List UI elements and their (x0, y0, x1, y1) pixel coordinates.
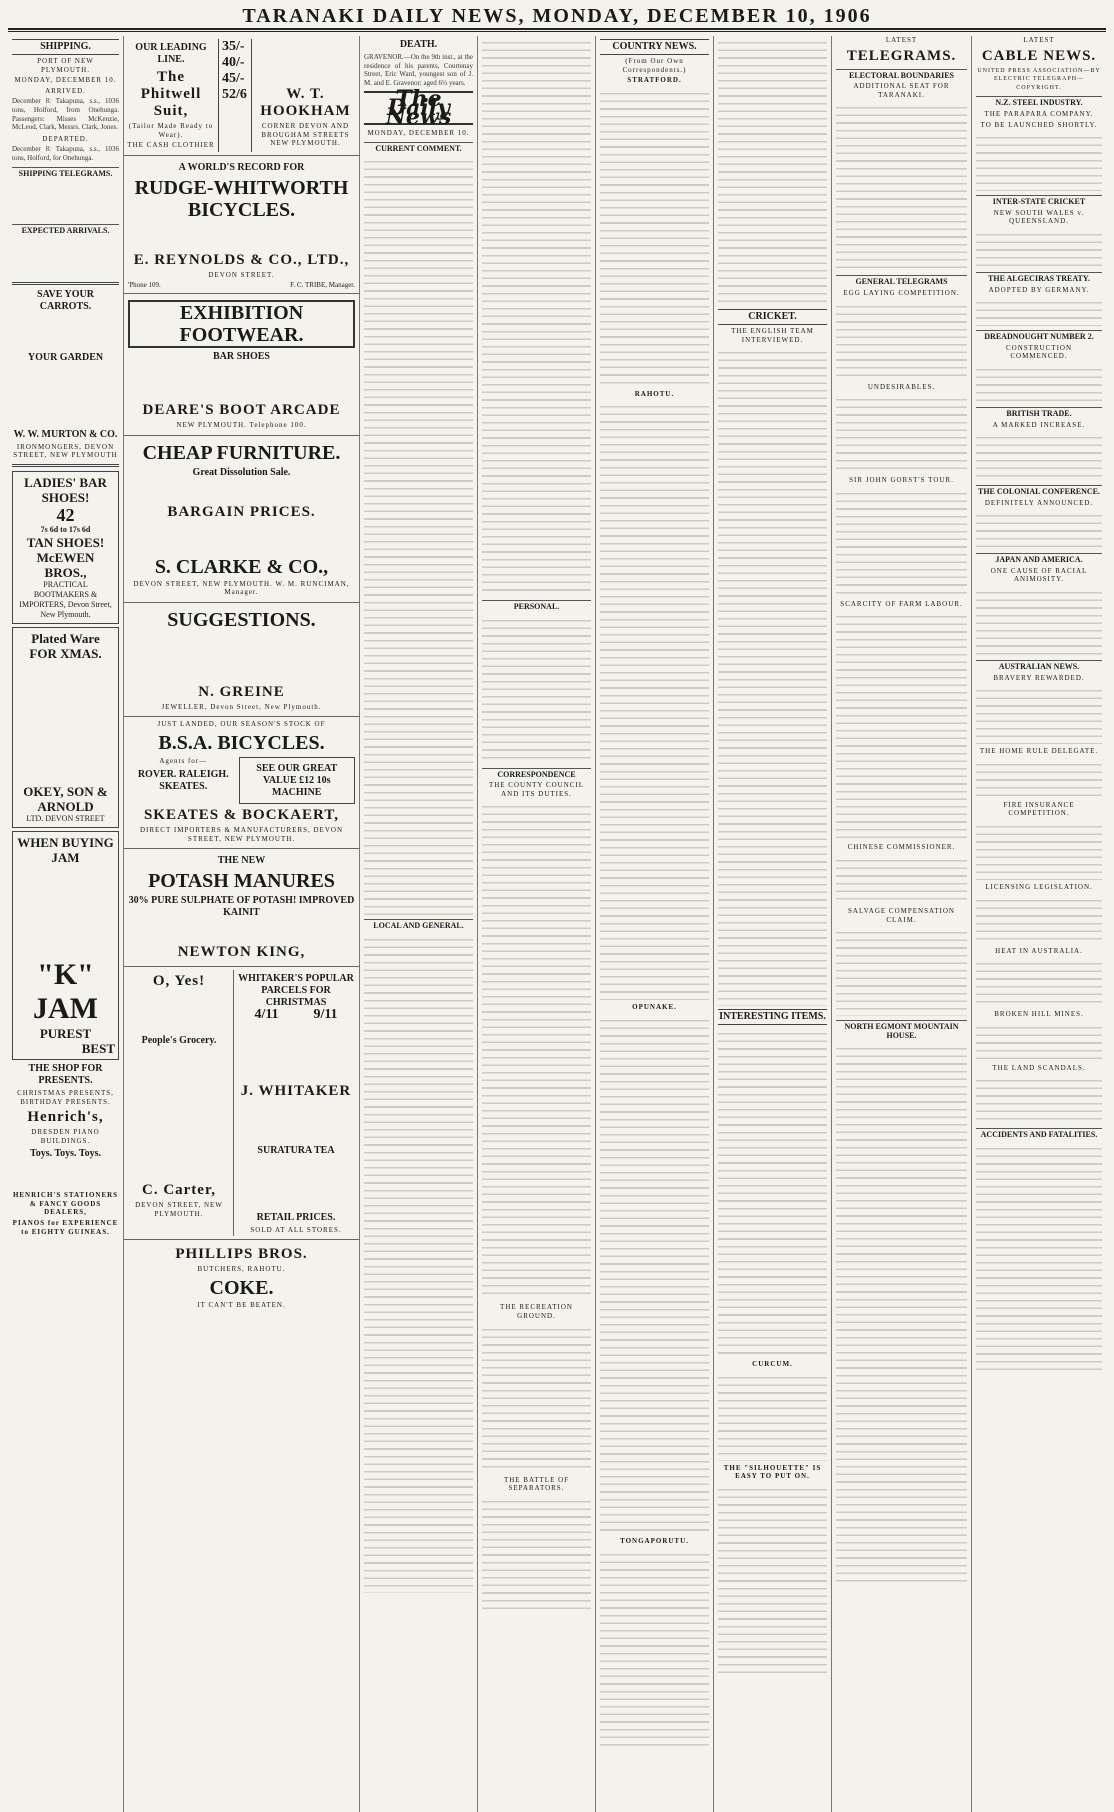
coke-heading: COKE. (209, 1276, 274, 1299)
your-garden-heading: YOUR GARDEN (27, 351, 104, 363)
recreation-body (482, 1323, 591, 1473)
skeates-name: SKEATES & BOCKAERT, (143, 806, 340, 823)
tongaporutu-body (600, 1548, 709, 1748)
curcum-body (718, 1371, 827, 1461)
electoral-body (836, 101, 967, 271)
suit-price: 45/- (222, 71, 245, 86)
egmont-heading: NORTH EGMONT MOUNTAIN HOUSE. (836, 1020, 967, 1040)
united-press: UNITED PRESS ASSOCIATION—BY ELECTRIC TELEGRAPH—COPYRIGHT. (977, 67, 1101, 91)
column-country-news (596, 36, 714, 1812)
whitaker-body (237, 1020, 355, 1080)
shipping-telegrams-heading: SHIPPING TELEGRAMS. (12, 167, 119, 179)
arrived-text: December 8: Takapuna, s.s., 1036 tons, Holford, from Onehunga. Passengers: Misses McKenzie, McLeod, Clark, Messrs. Clark, Jones. (12, 97, 119, 132)
home-rule-body (976, 758, 1102, 798)
british-trade-body (976, 431, 1102, 481)
masthead-rule (8, 28, 1106, 32)
broken-hill-heading: BROKEN HILL MINES. (994, 1010, 1084, 1019)
daily-news-logo: The Daily News (364, 91, 473, 125)
scarcity-heading: SCARCITY OF FARM LABOUR. (840, 599, 963, 608)
hookham-name: W. T. HOOKHAM (260, 86, 351, 119)
separators-heading: THE BATTLE OF SEPARATORS. (503, 1475, 570, 1493)
ladies-varieties-count: 42 (56, 504, 75, 525)
bsa-row (128, 757, 355, 804)
bicycle-makes: ROVER. RALEIGH. SKEATES. (137, 768, 229, 792)
recreation-ground-heading: THE RECREATION GROUND. (500, 1303, 573, 1320)
henrich-name: Henrich's, (27, 1109, 104, 1126)
tan-shoes-heading: TAN SHOES! (26, 534, 105, 550)
oyes-body (128, 992, 230, 1032)
death-heading: DEATH. (399, 39, 438, 50)
chinese-body (836, 854, 967, 904)
mcewen-name: McEWEN BROS., (36, 549, 95, 580)
rudge-body (128, 223, 355, 249)
broken-hill-body (976, 1021, 1102, 1061)
column-advertisements (124, 36, 360, 1812)
rudge-heading: RUDGE-WHITWORTH BICYCLES. (134, 176, 349, 221)
colonial-conference-heading: THE COLONIAL CONFERENCE. (977, 487, 1101, 497)
county-council-heading: THE COUNTY COUNCIL AND ITS DUTIES. (488, 781, 585, 798)
phillips-sub: BUTCHERS, RAHOTU. (197, 1265, 286, 1274)
garden-body (12, 366, 119, 426)
whitaker-footer (237, 1102, 355, 1142)
plated-ware-heading: Plated Ware FOR XMAS. (29, 630, 102, 661)
bargain-prices: BARGAIN PRICES. (167, 503, 316, 520)
k-jam-ad (12, 831, 119, 1060)
current-comment-heading: CURRENT COMMENT. (364, 142, 473, 154)
oyes-heading: O, Yes! (152, 973, 206, 990)
bsa-heading: B.S.A. BICYCLES. (158, 731, 325, 754)
the-new: THE NEW (217, 855, 266, 867)
latest-label: LATEST (1023, 36, 1055, 44)
purest-label: PUREST (39, 1025, 92, 1041)
dreadnought-body (976, 363, 1102, 403)
interesting-items-heading: INTERESTING ITEMS. (718, 1009, 827, 1025)
heat-body (976, 957, 1102, 1007)
dreadnought-heading: DREADNOUGHT NUMBER 2. (976, 330, 1102, 342)
colonial-body (976, 509, 1102, 549)
continued-body (718, 36, 827, 306)
deare-sub: NEW PLYMOUTH. Telephone 100. (176, 420, 307, 429)
licensing-heading: LICENSING LEGISLATION. (985, 883, 1093, 892)
personal-body (482, 614, 591, 764)
steel-body (976, 131, 1102, 191)
column-shipping (8, 36, 124, 1812)
toys-heading: Toys. Toys. Toys. (29, 1148, 102, 1160)
potash-heading: POTASH MANURES (148, 870, 335, 893)
just-landed: JUST LANDED, OUR SEASON'S STOCK OF (157, 720, 326, 729)
dissolution-sale: Great Dissolution Sale. (192, 466, 291, 478)
hookham-left (127, 39, 219, 152)
masthead: TARANAKI DAILY NEWS, MONDAY, DECEMBER 10, 1906 (242, 5, 872, 27)
best-label: BEST (81, 1040, 115, 1056)
egmont-body (836, 1042, 967, 1582)
adopted-heading: ADOPTED BY GERMANY. (988, 285, 1090, 294)
exhibition-heading: EXHIBITION FOOTWEAR. (128, 300, 355, 348)
shipping-telegrams-body (12, 180, 119, 220)
suratura-heading: SURATURA TEA (257, 1144, 335, 1156)
departed-label: DEPARTED. (42, 134, 89, 143)
clarke-sub: DEVON STREET, NEW PLYMOUTH. W. M. RUNCIMAN, Manager. (133, 579, 350, 597)
accidents-body (976, 1142, 1102, 1372)
cash-clothier: THE CASH CLOTHIER (127, 141, 215, 150)
machine-box (239, 757, 356, 804)
sold-at-stores: SOLD AT ALL STORES. (250, 1225, 342, 1234)
british-trade-heading: BRITISH TRADE. (976, 407, 1102, 419)
peoples-grocery: People's Grocery. (141, 1035, 217, 1047)
chinese-heading: CHINESE COMMISSIONER. (847, 843, 956, 852)
cricket-heading: CRICKET. (718, 309, 827, 325)
racial-heading: ONE CAUSE OF RACIAL ANIMOSITY. (990, 566, 1088, 584)
accidents-heading: ACCIDENTS AND FATALITIES. (976, 1128, 1102, 1140)
potash-sub: 30% PURE SULPHATE OF POTASH! IMPROVED KAINIT (128, 895, 355, 919)
shipping-date: MONDAY, DECEMBER 10. (14, 76, 117, 85)
save-carrots-heading: SAVE YOUR CARROTS. (37, 288, 94, 312)
carter-sub: DEVON STREET, NEW PLYMOUTH. (135, 1201, 223, 1218)
reynolds-footer (128, 281, 355, 290)
suit-prices (222, 39, 252, 152)
correspondence-heading: CORRESPONDENCE (482, 768, 591, 780)
licensing-body (976, 894, 1102, 944)
phillips-name: PHILLIPS BROS. (175, 1246, 308, 1263)
whitaker-name: J. WHITAKER (240, 1082, 352, 1099)
electoral-heading: ELECTORAL BOUNDARIES (836, 69, 967, 81)
suit-price: 40/- (222, 55, 245, 70)
algeciras-heading: THE ALGECIRAS TREATY. (976, 272, 1102, 284)
pianos-line: PIANOS for EXPERIENCE to EIGHTY GUINEAS. (12, 1219, 119, 1236)
henrich-sub: DRESDEN PIANO BUILDINGS. (31, 1128, 100, 1145)
reynolds-manager: F. C. TRIBE, Manager. (290, 281, 355, 290)
whitaker-heading: WHITAKER'S POPULAR PARCELS FOR CHRISTMAS (238, 973, 354, 1009)
carter-name: C. Carter, (141, 1182, 216, 1199)
hookham-body (255, 39, 356, 83)
arrived-label: ARRIVED. (45, 86, 86, 95)
phillips-ad (124, 1239, 359, 1314)
bar-shoes: BAR SHOES (213, 350, 270, 362)
port-title: PORT OF NEW PLYMOUTH. (37, 57, 94, 74)
leading-line: OUR LEADING LINE. (135, 42, 207, 65)
country-news-heading: COUNTRY NEWS. (600, 39, 709, 55)
mcewen-sub: PRACTICAL BOOTMAKERS & IMPORTERS, Devon Street, New Plymouth. (19, 579, 112, 619)
columns (8, 36, 1106, 1812)
greine-name: N. GREINE (198, 683, 285, 700)
suit-price: 35/- (222, 39, 245, 54)
greine-sub: JEWELLER, Devon Street, New Plymouth. (161, 702, 322, 711)
egg-laying-heading: EGG LAYING COMPETITION. (843, 288, 960, 297)
divider (12, 282, 119, 285)
bsa-agents (128, 757, 239, 804)
shop-presents-sub: CHRISTMAS PRESENTS, BIRTHDAY PRESENTS. (17, 1088, 114, 1106)
clarke-name: S. CLARKE & CO., (154, 555, 329, 578)
agents-label: Agents for— (159, 756, 208, 765)
okey-name: OKEY, SON & ARNOLD (23, 783, 108, 814)
potash-body (128, 921, 355, 941)
suratura-body (237, 1159, 355, 1209)
coke-sub: IT CAN'T BE BEATEN. (197, 1300, 286, 1309)
grocery-list (128, 1049, 230, 1179)
egg-laying-body (836, 300, 967, 380)
tongaporutu-heading: TONGAPORUTU. (620, 1536, 689, 1545)
current-comment-body (364, 155, 473, 915)
plated-ware-ad (12, 627, 119, 828)
home-rule-heading: THE HOME RULE DELEGATE. (979, 747, 1099, 756)
salvage-heading: SALVAGE COMPENSATION CLAIM. (848, 906, 955, 924)
stratford-heading: STRATFORD. (627, 76, 682, 85)
skeates-sub: DIRECT IMPORTERS & MANUFACTURERS, DEVON STREET, NEW PLYMOUTH. (139, 825, 344, 843)
phitwell-name: The Phitwell Suit, (140, 69, 202, 119)
gorst-body (836, 487, 967, 597)
expected-arrivals-heading: EXPECTED ARRIVALS. (12, 224, 119, 236)
k-jam-logo: "K" JAM (33, 957, 98, 1025)
death-notice: GRAVENOR.—On the 9th inst., at the residence of his parents, Courtenay Street, Eric Ward, youngest son of J. M. and E. Gravenor; aged 6½ years. (364, 53, 473, 87)
latest-label: LATEST (885, 36, 918, 44)
scarcity-body (836, 610, 967, 840)
parapara-heading: THE PARAPARA COMPANY. (984, 109, 1094, 118)
undesirables-heading: UNDESIRABLES. (867, 382, 936, 391)
column-personal (478, 36, 596, 1812)
interstate-body (976, 228, 1102, 268)
local-general-heading: LOCAL AND GENERAL. (364, 919, 473, 931)
personal-heading: PERSONAL. (482, 600, 591, 612)
exhibition-body (128, 365, 355, 399)
deare-name: DEARE'S BOOT ARCADE (142, 401, 341, 418)
reynolds-phone: 'Phone 109. (128, 281, 161, 290)
gorst-heading: SIR JOHN GORST'S TOUR. (849, 476, 954, 485)
save-carrots-body (12, 315, 119, 349)
stratford-body (600, 87, 709, 387)
lower-ads-row (124, 967, 359, 1239)
hookham-ad (124, 36, 359, 156)
japan-america-heading: JAPAN AND AMERICA. (976, 553, 1102, 565)
salvage-body (836, 926, 967, 1016)
opunake-heading: OPUNAKE. (632, 1003, 677, 1012)
general-telegrams-heading: GENERAL TELEGRAMS (836, 275, 967, 287)
nsw-heading: NEW SOUTH WALES v. QUEENSLAND. (993, 208, 1085, 226)
rahotu-heading: RAHOTU. (634, 389, 675, 398)
plated-ware-body (16, 661, 115, 781)
ladies-price-range: 7s 6d to 17s 6d (40, 524, 91, 534)
interstate-heading: INTER-STATE CRICKET (976, 195, 1102, 207)
when-buying-jam: WHEN BUYING JAM (17, 834, 114, 865)
bsa-ad (124, 717, 359, 849)
whitaker-ad (234, 970, 355, 1236)
suggestions-ad (124, 603, 359, 718)
potash-ad (124, 849, 359, 967)
rahotu-body (600, 400, 709, 1000)
undesirables-body (836, 393, 967, 473)
column-cricket (714, 36, 832, 1812)
construction-heading: CONSTRUCTION COMMENCED. (1005, 343, 1073, 361)
ladies-shoes-ad (12, 471, 119, 624)
suit-price: 52/6 (222, 87, 247, 102)
definitely-heading: DEFINITELY ANNOUNCED. (984, 498, 1094, 507)
murton-sub: IRONMONGERS, DEVON STREET, NEW PLYMOUTH (13, 442, 118, 460)
japan-body (976, 586, 1102, 656)
increase-heading: A MARKED INCREASE. (992, 420, 1086, 429)
retail-prices: RETAIL PRICES. (256, 1211, 336, 1223)
cable-news-heading: CABLE NEWS. (981, 47, 1097, 64)
phitwell-sub: (Tailor Made Ready to Wear). (128, 122, 214, 139)
suggestions-body (128, 633, 355, 681)
furniture-list (128, 523, 355, 553)
steel-heading: N.Z. STEEL INDUSTRY. (976, 96, 1102, 108)
cricket-body (718, 346, 827, 1006)
australian-news-heading: AUSTRALIAN NEWS. (976, 660, 1102, 672)
parcel-prices (237, 1007, 355, 1023)
separators-body (482, 1495, 591, 1615)
toys-body (12, 1162, 119, 1188)
shop-presents-heading: THE SHOP FOR PRESENTS. (28, 1062, 103, 1086)
bravery-body (976, 684, 1102, 744)
exhibition-footwear-ad (124, 294, 359, 436)
local-general-body (364, 933, 473, 1593)
suggestions-heading: SUGGESTIONS. (167, 608, 316, 631)
launched-heading: TO BE LAUNCHED SHORTLY. (980, 120, 1098, 129)
hookham-right (252, 39, 356, 152)
telegrams-heading: TELEGRAMS. (846, 47, 957, 64)
editorial-date: MONDAY, DECEMBER 10. (367, 129, 470, 138)
rudge-ad (124, 156, 359, 294)
own-correspondents: (From Our Own Correspondents.) (622, 57, 687, 74)
opunake-body (600, 1014, 709, 1534)
english-team-heading: THE ENGLISH TEAM INTERVIEWED. (731, 327, 814, 344)
column-telegrams (832, 36, 972, 1812)
k-jam-body (16, 865, 115, 955)
fire-body (976, 820, 1102, 880)
silhouette-heading: THE "SILHOUETTE" IS EASY TO PUT ON. (723, 1463, 822, 1481)
additional-seat: ADDITIONAL SEAT FOR TARANAKI. (853, 82, 950, 99)
henrich-dealers: HENRICH'S STATIONERS & FANCY GOODS DEALERS, (12, 1191, 119, 1217)
newton-name: NEWTON KING, (177, 944, 306, 961)
heat-heading: HEAT IN AUSTRALIA. (995, 946, 1083, 955)
reynolds-sub: DEVON STREET. (208, 270, 275, 279)
ladies-shoes-heading: LADIES' BAR SHOES! (24, 474, 107, 505)
land-body (976, 1074, 1102, 1124)
column-editorial (360, 36, 478, 1812)
shipping-heading: SHIPPING. (12, 39, 119, 55)
carter-ad (128, 970, 234, 1236)
worlds-record: A WORLD'S RECORD FOR (178, 161, 305, 173)
county-council-body (482, 800, 591, 1300)
furniture-body (128, 481, 355, 501)
interesting-items-body (718, 1027, 827, 1357)
parcel-price: 9/11 (313, 1007, 338, 1023)
departed-text: December 8: Takapuna, s.s., 1036 tons, Holford, for Onehunga. (12, 145, 119, 162)
curcum-heading: CURCUM. (752, 1360, 793, 1369)
okey-sub: LTD. DEVON STREET (26, 813, 105, 823)
land-scandals-heading: THE LAND SCANDALS. (992, 1063, 1086, 1072)
machine-offer: SEE OUR GREAT VALUE £12 10s MACHINE (256, 762, 338, 798)
murton-name: W. W. MURTON & CO. (13, 428, 118, 440)
prize-body (482, 36, 591, 596)
fire-insurance-heading: FIRE INSURANCE COMPETITION. (1003, 800, 1075, 818)
algeciras-body (976, 296, 1102, 326)
bravery-heading: BRAVERY REWARDED. (993, 673, 1085, 682)
reynolds-name: E. REYNOLDS & CO., LTD., (133, 251, 350, 268)
parcel-price: 4/11 (254, 1007, 279, 1023)
expected-arrivals-body (12, 238, 119, 278)
silhouette-body (718, 1483, 827, 1673)
divider (12, 464, 119, 467)
furniture-ad (124, 436, 359, 603)
column-cable-news (972, 36, 1106, 1812)
hookham-sub: CORNER DEVON AND BROUGHAM STREETS NEW PLYMOUTH. (261, 122, 350, 148)
cheap-furniture-heading: CHEAP FURNITURE. (142, 441, 341, 464)
